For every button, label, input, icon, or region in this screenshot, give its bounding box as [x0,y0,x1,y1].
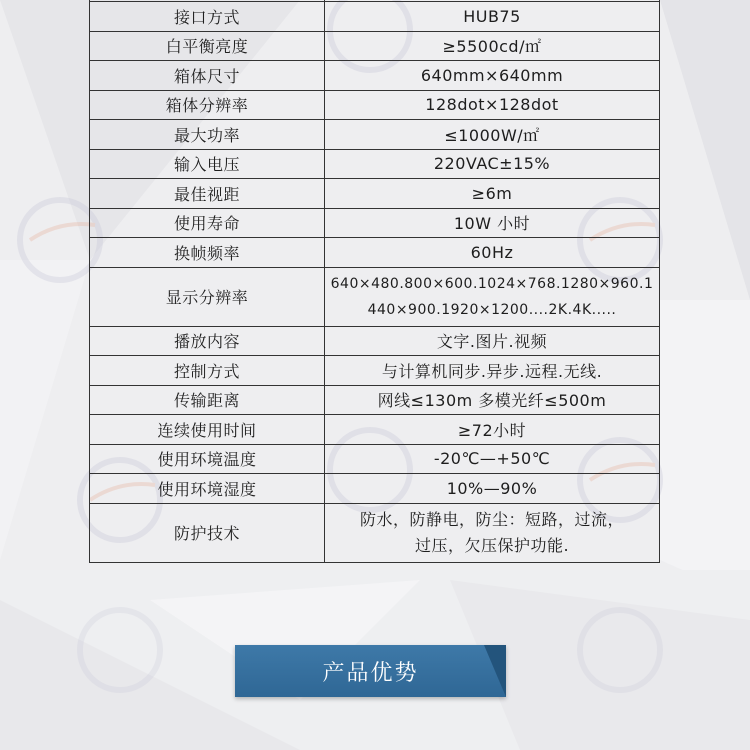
spec-label: 最大功率 [90,120,325,150]
spec-label: 接口方式 [90,2,325,32]
table-row [90,149,660,179]
table-row [90,444,660,474]
spec-table-body-secondary [90,326,660,503]
spec-value: 10W 小时 [325,208,660,238]
table-row [90,238,660,268]
xled-watermark-footer-1 [60,590,180,710]
protection-line-2: 过压，欠压保护功能. [414,535,570,555]
spec-value: HUB75 [325,2,660,32]
spec-label: 播放内容 [90,326,325,356]
protection-line-1: 防水，防静电，防尘：短路，过流， [359,509,624,529]
table-row [90,61,660,91]
spec-value: ≥5500cd/㎡ [325,31,660,61]
spec-value: 220VAC±15% [325,149,660,179]
spec-label: 使用环境湿度 [90,474,325,504]
table-row [90,326,660,356]
spec-value: ≤1000W/㎡ [325,120,660,150]
table-row [90,474,660,504]
banner-title: 产品优势 [322,660,419,686]
table-row-protection [90,503,660,562]
spec-value: 640mm×640mm [325,61,660,91]
spec-value: 60Hz [325,238,660,268]
spec-label-protection: 防护技术 [90,503,325,562]
table-row [90,179,660,209]
table-row [90,208,660,238]
spec-value-resolution [325,267,660,326]
spec-table [89,0,660,563]
spec-value: 10%—90% [325,474,660,504]
spec-value: 与计算机同步.异步.远程.无线. [325,356,660,386]
spec-value: ≥72小时 [325,415,660,445]
table-row-resolution [90,267,660,326]
spec-value-protection [325,503,660,562]
resolution-line-2: 440×900.1920×1200....2K.4K..... [367,301,617,318]
table-row [90,2,660,32]
spec-label: 箱体尺寸 [90,61,325,91]
spec-label: 换帧频率 [90,238,325,268]
spec-label: 传输距离 [90,385,325,415]
spec-table-body-protection [90,503,660,562]
spec-label-resolution: 显示分辨率 [90,267,325,326]
table-row [90,120,660,150]
table-row [90,31,660,61]
table-row [90,356,660,386]
xled-watermark-footer-2 [560,590,680,710]
spec-label: 使用寿命 [90,208,325,238]
table-row [90,385,660,415]
spec-value: -20℃—+50℃ [325,444,660,474]
table-row [90,90,660,120]
spec-value: ≥6m [325,179,660,209]
resolution-line-1: 640×480.800×600.1024×768.1280×960.1 [330,275,654,292]
spec-label: 使用环境温度 [90,444,325,474]
spec-value: 文字.图片.视频 [325,326,660,356]
spec-table-body-resolution [90,267,660,326]
spec-label: 连续使用时间 [90,415,325,445]
spec-label: 白平衡亮度 [90,31,325,61]
spec-value: 网线≤130m 多模光纤≤500m [325,385,660,415]
table-row [90,415,660,445]
spec-table-body-main [90,0,660,267]
spec-label: 最佳视距 [90,179,325,209]
spec-label: 输入电压 [90,149,325,179]
spec-value: 128dot×128dot [325,90,660,120]
product-advantages-banner [235,645,506,697]
spec-label: 箱体分辨率 [90,90,325,120]
spec-label: 控制方式 [90,356,325,386]
